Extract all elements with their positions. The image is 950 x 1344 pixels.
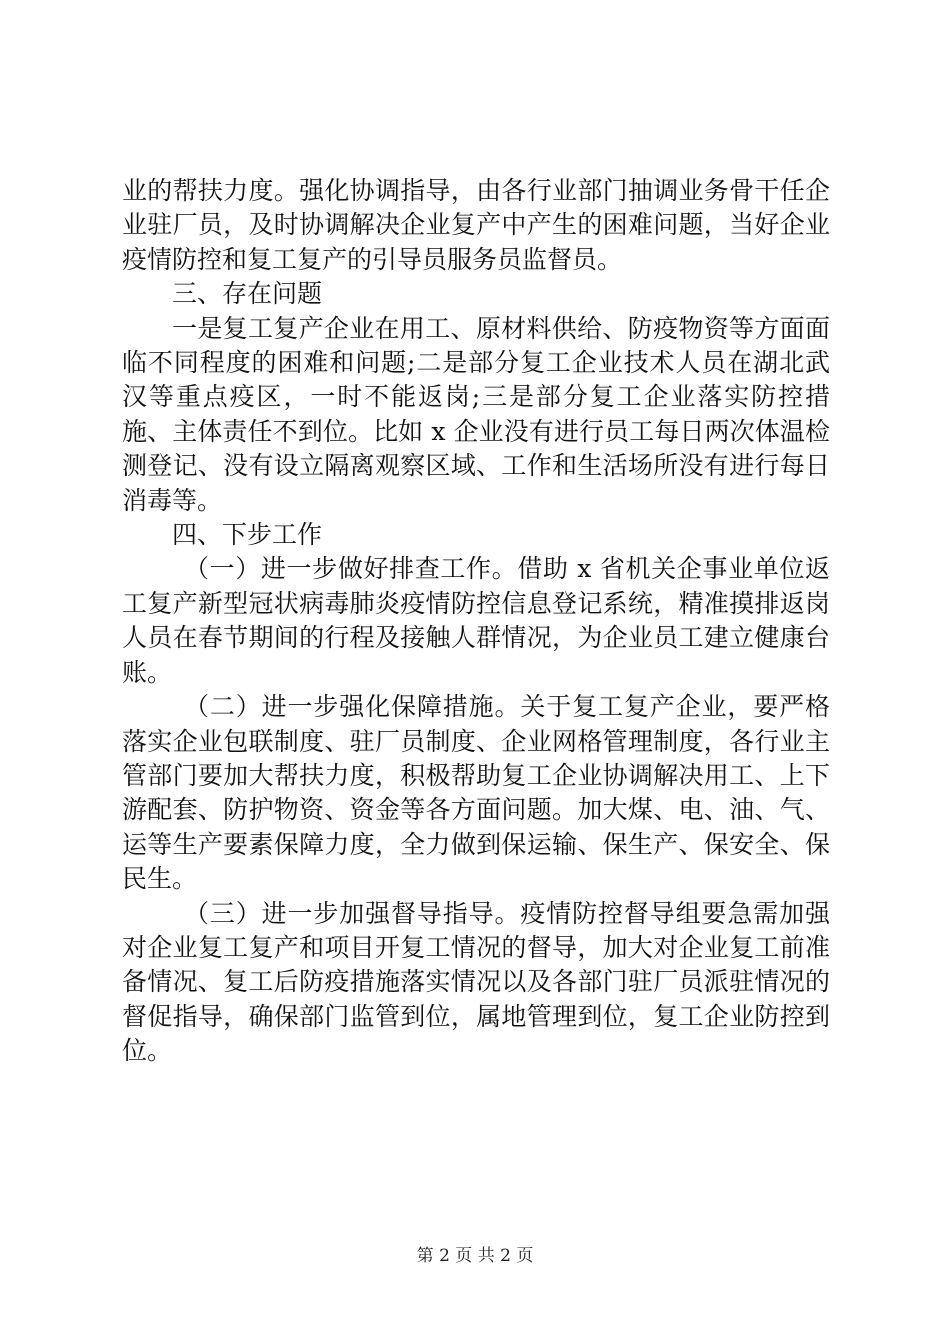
paragraph-continued: 业的帮扶力度。强化协调指导，由各行业部门抽调业务骨干任企业驻厂员，及时协调解决企业复产中产生的困难问题，当好企业疫情防控和复工复产的引导员服务员监督员。 — [122, 176, 830, 274]
paragraph-problems: 一是复工复产企业在用工、原材料供给、防疫物资等方面面临不同程度的困难和问题;二是部分复工企业技术人员在湖北武汉等重点疫区，一时不能返岗;三是部分复工企业落实防控措施、主体责任不到位。比如 x 企业没有进行员工每日两次体温检测登记、没有设立隔离观察区域、工作和生活场所没有进行每日消毒等。 — [122, 313, 830, 515]
page-footer: 第 2 页 共 2 页 — [416, 1246, 534, 1266]
paragraph-step-1: （一）进一步做好排查工作。借助 x 省机关企事业单位返工复产新型冠状病毒肺炎疫情防控信息登记系统，精准摸排返岗人员在春节期间的行程及接触人群情况，为企业员工建立健康台账。 — [122, 554, 830, 687]
paragraph-step-3: （三）进一步加强督导指导。疫情防控督导组要急需加强对企业复工复产和项目开复工情况的督导，加大对企业复工前准备情况、复工后防疫措施落实情况以及各部门驻厂员派驻情况的督促指导，确保部门监管到位，属地管理到位，复工企业防控到位。 — [122, 898, 830, 1066]
document-body — [122, 174, 830, 1069]
paragraph-step-2: （二）进一步强化保障措施。关于复工复产企业，要严格落实企业包联制度、驻厂员制度、企业网格管理制度，各行业主管部门要加大帮扶力度，积极帮助复工企业协调解决用工、上下游配套、防护物资、资金等各方面问题。加大煤、电、油、气、运等生产要素保障力度，全力做到保运输、保生产、保安全、保民生。 — [122, 692, 830, 894]
section-heading-next-steps: 四、下步工作 — [172, 520, 323, 550]
section-heading-problems: 三、存在问题 — [172, 279, 323, 309]
